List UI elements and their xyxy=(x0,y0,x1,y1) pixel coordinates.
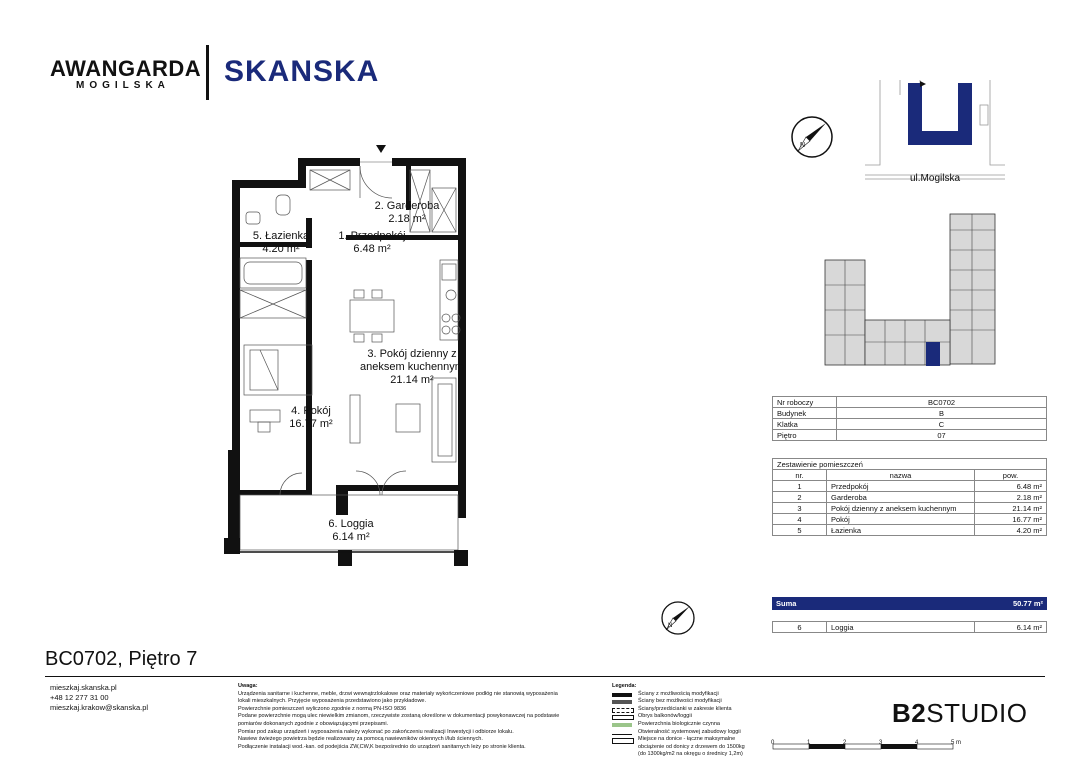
scale-tick-3: 3 xyxy=(879,740,883,746)
site-map xyxy=(860,75,1010,180)
footer-divider xyxy=(45,676,1045,677)
table-row: Nr roboczy BC0702 xyxy=(773,397,1047,408)
b2studio-logo: B2STUDIO xyxy=(892,698,1028,728)
legend-swatch-wall-client xyxy=(612,708,634,713)
table-row: Klatka C xyxy=(773,419,1047,430)
room-label-garderoba: 2. Garderoba 2.18 m² xyxy=(374,200,440,225)
legend-swatch-loggia-opening xyxy=(612,731,632,735)
contact-phone: +48 12 277 31 00 xyxy=(50,693,109,702)
legend-swatch-wall-fixed xyxy=(612,700,632,704)
contact-info xyxy=(50,683,148,713)
loggia-table xyxy=(772,621,1047,633)
scale-tick-5: 5 m xyxy=(951,740,962,746)
mogilska-logo-subtitle: MOGILSKA xyxy=(76,80,170,91)
skanska-logo: SKANSKA xyxy=(224,55,380,88)
summary-title: Zestawienie pomieszczeń xyxy=(773,459,1047,470)
scale-bar xyxy=(770,738,970,752)
table-header-row: nr. nazwa pow. xyxy=(773,470,1047,481)
table-row: Piętro 07 xyxy=(773,430,1047,441)
table-row: Budynek B xyxy=(773,408,1047,419)
awangarda-logo: AWANGARDA xyxy=(50,56,202,81)
logo-divider xyxy=(206,45,209,100)
scale-tick-4: 4 xyxy=(915,740,919,746)
legend: Legenda: Ściany z możliwością modyfikacji Ściany bez możliwości modyfikacji Ściany/przedścianki w zakresie klienta Obrys balkonów/loggii Powierzchnia biologicznie czynna Otwieralność systemowej zabudowy loggii Miejsce na donice - łączne maksymalne obciążenie od donicy z drzewem do 1500kg (do 1300kg/m2 na okręgu o średnicy 1,2m) xyxy=(612,683,745,758)
floor-key-plan xyxy=(820,210,1010,375)
contact-website: mieszkaj.skanska.pl xyxy=(50,683,117,692)
table-row: 2 Garderoba 2.18 m² xyxy=(773,492,1047,503)
table-row: 5 Łazienka 4.20 m² xyxy=(773,525,1047,536)
street-label: ul.Mogilska xyxy=(910,173,961,184)
apartment-title: BC0702, Piętro 7 xyxy=(45,648,198,670)
details-table xyxy=(772,396,1047,441)
legend-swatch-wall-mod xyxy=(612,693,632,697)
north-compass-small-icon xyxy=(660,600,696,636)
room-label-pokoj-dzienny: 3. Pokój dzienny z aneksem kuchennym 21.14 m² xyxy=(360,348,464,386)
legend-swatch-balcony xyxy=(612,715,634,720)
room-label-loggia: 6. Loggia 6.14 m² xyxy=(328,518,374,543)
sum-bar: Suma 50.77 m² xyxy=(772,597,1047,610)
table-row: 1 Przedpokój 6.48 m² xyxy=(773,481,1047,492)
table-row: 3 Pokój dzienny z aneksem kuchennym 21.14 m² xyxy=(773,503,1047,514)
notes: Uwaga: Urządzenia sanitarne i kuchenne, meble, drzwi wewnątrzlokalowe oraz materiały wykończeniowe podłóg nie stanowią wyposażenia lokali mieszkalnych. Przyjęcie wyposażenia przedstawiono jako przykładowe. Powierzchnie pomieszczeń wyliczono zgodnie z normą PN-ISO 9836 Podane powierzchnie mogą ulec niewielkim zmianom, rzeczywiste zostaną określone w dokumentacji powykonawczej na podstawie pomiarów dokonanych zgodnie z obowiązującymi przepisami. Pomiar pod zakup urządzeń i wyposażenia należy wykonać po zakończeniu realizacji Inwestycji i odbiorze lokalu. Nawiew świeżego powietrza będzie realizowany za pomocą nawiewników okiennych i/lub ściennych. Podłączenie instalacji wod.-kan. od podejścia ZW,CW,K bezpośrednio do urządzeń sanitarnych leży po stronie klienta. xyxy=(238,683,560,750)
apartment-highlight xyxy=(926,342,940,366)
table-row: 4 Pokój 16.77 m² xyxy=(773,514,1047,525)
north-compass-icon xyxy=(790,115,834,159)
building-footprint xyxy=(908,83,972,145)
room-label-pokoj: 4. Pokój 16.77 m² xyxy=(289,405,333,430)
contact-email: mieszkaj.krakow@skanska.pl xyxy=(50,703,149,712)
entrance-arrow-icon xyxy=(376,145,386,153)
room-label-lazienka: 5. Łazienka 4.20 m² xyxy=(252,230,310,255)
room-label-przedpokoj: 1. Przedpokój 6.48 m² xyxy=(338,230,406,255)
svg-text:N: N xyxy=(668,623,673,629)
rooms-summary-table xyxy=(772,458,1047,536)
scale-tick-0: 0 xyxy=(771,740,775,746)
scale-tick-2: 2 xyxy=(843,740,847,746)
svg-text:N: N xyxy=(800,142,806,149)
table-row: 6 Loggia 6.14 m² xyxy=(773,622,1047,633)
scale-tick-1: 1 xyxy=(807,740,811,746)
legend-swatch-green xyxy=(612,723,632,727)
legend-swatch-planter xyxy=(612,738,634,744)
